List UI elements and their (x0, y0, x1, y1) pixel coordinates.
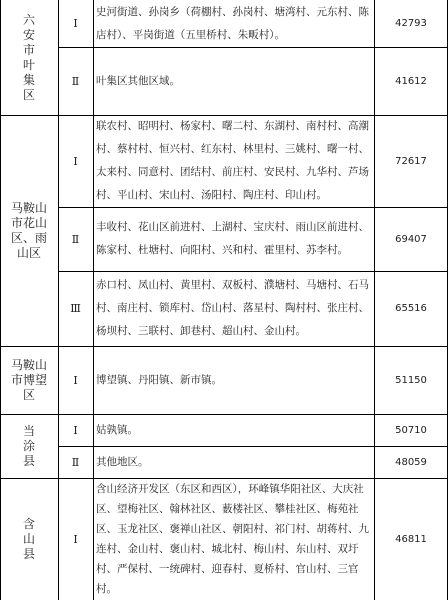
price-cell: 41612 (395, 75, 427, 87)
class-cell: Ⅱ (71, 74, 80, 88)
price-cell: 65516 (395, 303, 427, 314)
class-cell: Ⅰ (73, 154, 78, 168)
area-cell: 六安市叶集区 (22, 12, 35, 102)
price-cell: 72617 (395, 155, 427, 167)
table-border (0, 115, 448, 116)
class-cell: Ⅰ (73, 532, 78, 546)
table-border (374, 0, 375, 600)
price-cell: 46811 (395, 533, 427, 545)
table-border (0, 346, 448, 347)
class-cell: Ⅱ (71, 455, 80, 469)
table-border (0, 0, 1, 600)
scope-cell: 含山经济开发区（东区和西区），环峰镇华阳社区、大庆社区、望梅社区、翰林社区、薮楼社区、攀桂社区、梅苑社区、玉龙社区、褒禅山社区、朝阳村、祁门村、胡蒋村、九连村、金山村、褒山村、城北村、梅山村、东山村、双圩村、严保村、一统碑村、迎春村、夏桥村、官山村、三官村。 (96, 483, 369, 595)
class-cell: Ⅱ (71, 232, 80, 246)
scope-cell: 联农村、昭明村、杨家村、曙二村、东湖村、南村村、高潮村、蔡村村、恒兴村、红东村、林里村、三姚村、曙一村、太来村、同意村、团结村、前庄村、安民村、九华村、芦场村、平山村、宋山村、汤阳村、陶庄村、印山村。 (96, 120, 369, 201)
area-cell: 马鞍山市花山区、雨山区 (10, 200, 47, 260)
area-cell: 马鞍山市博望区 (10, 357, 47, 402)
table-border (93, 0, 94, 600)
price-cell: 51150 (395, 374, 427, 386)
scope-cell: 其他地区。 (96, 455, 149, 468)
scope-cell: 博望镇、丹阳镇、新市镇。 (96, 373, 222, 386)
table-border (58, 271, 448, 272)
table-border (58, 0, 59, 600)
scope-cell: 史河街道、孙岗乡（荷棚村、孙岗村、塘湾村、元东村、陈店村）、平岗街道（五里桥村、朱畈村）。 (96, 5, 369, 41)
table-border (0, 478, 448, 479)
area-cell: 当涂县 (22, 423, 35, 468)
price-cell: 50710 (395, 424, 427, 436)
table-border (58, 47, 448, 48)
price-cell: 69407 (395, 233, 427, 245)
scope-cell: 姑孰镇。 (96, 423, 138, 436)
scope-cell: 赤口村、凤山村、黄里村、双板村、濮塘村、马塘村、石马村、南庄村、锁库村、岱山村、落星村、陶村村、张庄村、杨坝村、三联村、卸巷村、超山村、金山村。 (96, 279, 369, 337)
price-cell: 42793 (395, 18, 427, 29)
table-border (58, 446, 448, 447)
class-cell: Ⅰ (73, 423, 78, 437)
class-cell: Ⅲ (70, 302, 81, 315)
table-border (0, 414, 448, 415)
table-border (58, 207, 448, 208)
class-cell: Ⅰ (73, 373, 78, 387)
price-cell: 48059 (395, 456, 427, 468)
scope-cell: 叶集区其他区域。 (96, 74, 180, 87)
class-cell: Ⅰ (73, 17, 78, 30)
scope-cell: 丰收村、花山区前进村、上湖村、宝庆村、雨山区前进村、陈家村、杜塘村、向阳村、兴和村、霍里村、苏李村。 (96, 221, 369, 256)
area-cell: 含山县 (22, 516, 35, 561)
